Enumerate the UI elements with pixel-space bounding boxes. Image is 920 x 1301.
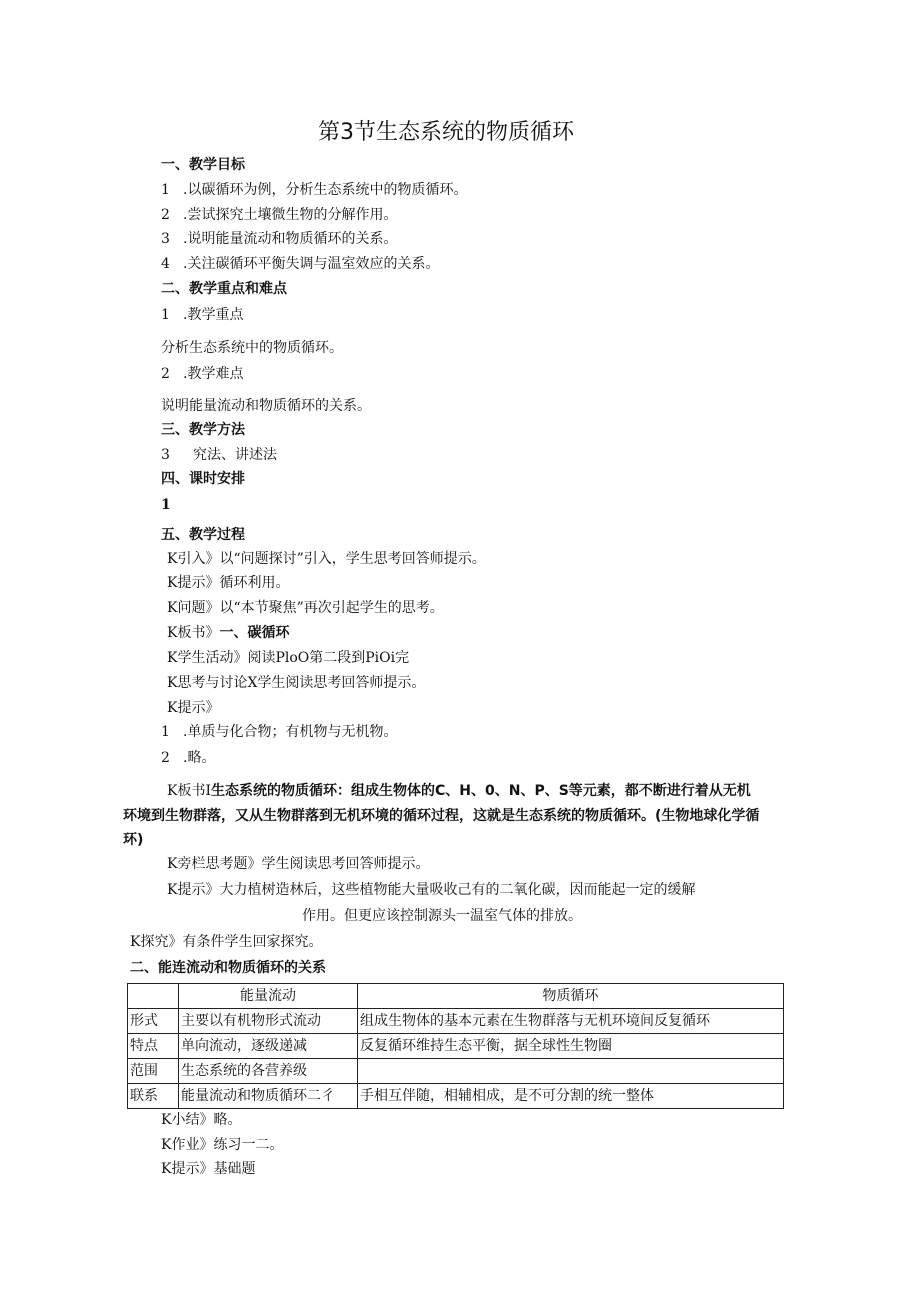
- table-corner-cell: [128, 984, 179, 1009]
- row-label: 联系: [128, 1084, 179, 1109]
- objective-item: 1 .以碳循环为例，分析生态系统中的物质循环。: [161, 182, 468, 198]
- process-line: K提示》循环利用。: [167, 575, 290, 591]
- process-line: K思考与讨论X学生阅读思考回答师提示。: [167, 675, 426, 691]
- table-row: [128, 1084, 784, 1109]
- section-heading-process: 五、教学过程: [161, 527, 245, 543]
- difficulty-label: 2 .教学难点: [161, 366, 244, 382]
- hint-item: 2 .略。: [161, 750, 216, 766]
- objective-item: 2 .尝试探究土壤微生物的分解作用。: [161, 207, 398, 223]
- relation-heading: 二、能连流动和物质循环的关系: [130, 960, 326, 976]
- hint-basic-line: K提示》基础题: [161, 1161, 256, 1177]
- board-matter-cycle-line3: 环): [123, 832, 144, 848]
- hint-line-continued: 作用。但更应该控制源头一温室气体的排放。: [302, 908, 582, 924]
- table-header-row: [128, 984, 784, 1009]
- matter-cell: 反复循环维持生态平衡，据全球性生物圈: [358, 1034, 784, 1059]
- section-heading-methods: 三、教学方法: [161, 422, 245, 438]
- column-header-matter: 物质循环: [358, 984, 784, 1009]
- matter-cell: [358, 1059, 784, 1084]
- matter-cell: 手相互伴随，相辅相成，是不可分割的统一整体: [358, 1084, 784, 1109]
- process-line: K提示》: [167, 700, 220, 716]
- sidebar-question-line: K旁栏思考题》学生阅读思考回答师提示。: [167, 856, 430, 872]
- summary-line: K小结》略。: [161, 1112, 242, 1128]
- objective-item: 3 .说明能量流动和物质循环的关系。: [161, 231, 398, 247]
- hint-item: 1 .单质与化合物；有机物与无机物。: [161, 724, 398, 740]
- section-heading-schedule: 四、课时安排: [161, 471, 245, 487]
- column-header-energy: 能量流动: [179, 984, 358, 1009]
- process-line: K学生活动》阅读PloO第二段到PiOi完: [167, 650, 410, 666]
- table-row: [128, 1009, 784, 1034]
- comparison-table: [127, 983, 784, 1109]
- energy-cell: 单向流动，逐级递减: [179, 1034, 358, 1059]
- key-point-label: 1 .教学重点: [161, 307, 244, 323]
- explore-line: K探究》有条件学生回家探究。: [130, 934, 323, 950]
- board-carbon-cycle: K板书》一、碳循环: [167, 625, 290, 641]
- table-row: [128, 1059, 784, 1084]
- difficulty-text: 说明能量流动和物质循环的关系。: [161, 398, 371, 414]
- hint-line: K提示》大力植树造林后，这些植物能大量吸收己有的二氧化碳，因而能起一定的缓解: [167, 882, 696, 898]
- section-heading-objectives: 一、教学目标: [161, 157, 245, 173]
- energy-cell: 生态系统的各营养级: [179, 1059, 358, 1084]
- row-label: 范围: [128, 1059, 179, 1084]
- matter-cell: 组成生物体的基本元素在生物群落与无机环境间反复循环: [358, 1009, 784, 1034]
- methods-text: 3 究法、讲述法: [161, 447, 277, 463]
- board-matter-cycle-line2: 环境到生物群落，又从生物群落到无机环境的循环过程，这就是生态系统的物质循环。(生物地球化学循: [123, 808, 760, 824]
- page-title: 第3节生态系统的物质循环: [318, 120, 574, 145]
- energy-cell: 能量流动和物质循环二彳: [179, 1084, 358, 1109]
- key-point-text: 分析生态系统中的物质循环。: [161, 340, 343, 356]
- row-label: 形式: [128, 1009, 179, 1034]
- objective-item: 4 .关注碳循环平衡失调与温室效应的关系。: [161, 256, 440, 272]
- homework-line: K作业》练习一二。: [161, 1137, 284, 1153]
- process-line: K引入》以“问题探讨”引入，学生思考回答师提示。: [167, 551, 486, 567]
- energy-cell: 主要以有机物形式流动: [179, 1009, 358, 1034]
- process-line: K问题》以“本节聚焦”再次引起学生的思考。: [167, 600, 444, 616]
- section-heading-key-points: 二、教学重点和难点: [161, 281, 287, 297]
- schedule-value: 1: [161, 497, 171, 513]
- table-row: [128, 1034, 784, 1059]
- row-label: 特点: [128, 1034, 179, 1059]
- board-matter-cycle-line1: K板书I生态系统的物质循环：组成生物体的C、H、0、N、P、S等元素，都不断进行着从无机: [167, 783, 751, 799]
